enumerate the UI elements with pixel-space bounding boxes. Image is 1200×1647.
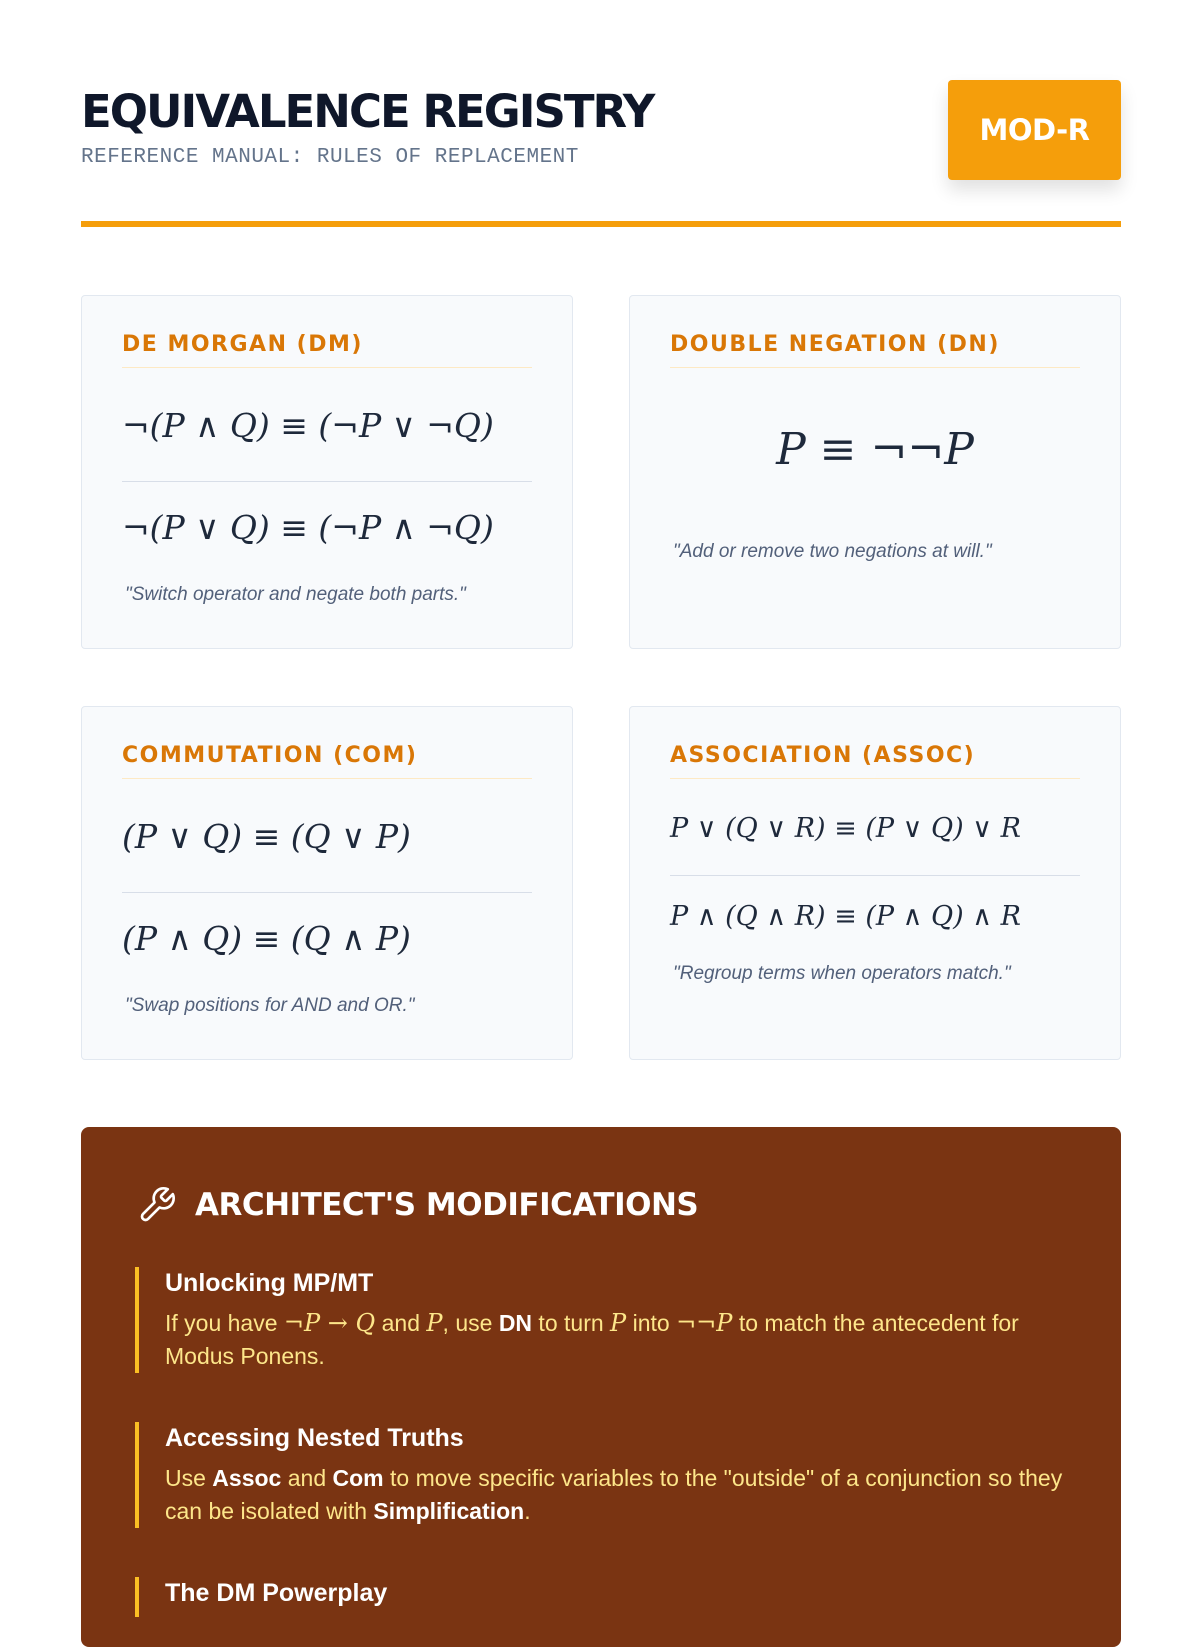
card-note: "Regroup terms when operators match."	[673, 963, 1011, 984]
header	[81, 0, 1121, 226]
card-note: "Swap positions for AND and OR."	[125, 995, 415, 1016]
rule-card-de-morgan	[81, 295, 573, 649]
divider	[670, 875, 1080, 876]
text: to match the antecedent for Modus Ponens.	[165, 1310, 1019, 1369]
rule-reference: Assoc	[212, 1465, 282, 1491]
formula: ¬(P ∨ Q) ≡ (¬P ∧ ¬Q)	[122, 508, 494, 547]
rule-card-association	[629, 706, 1121, 1060]
modification-title: Accessing Nested Truths	[165, 1424, 464, 1452]
rule-reference: DN	[498, 1310, 533, 1336]
formula: (P ∨ Q) ≡ (Q ∨ P)	[122, 817, 411, 856]
page	[81, 0, 1121, 1607]
header-divider	[81, 221, 1121, 227]
text: .	[524, 1498, 531, 1524]
modifications-header	[137, 1185, 698, 1225]
rule-card-double-negation	[629, 295, 1121, 649]
text: If you have	[165, 1310, 284, 1336]
formula: (P ∧ Q) ≡ (Q ∧ P)	[122, 919, 411, 958]
card-title: ASSOCIATION (ASSOC)	[670, 743, 1080, 779]
modifications-panel	[81, 1127, 1121, 1647]
modifications-title: ARCHITECT'S MODIFICATIONS	[195, 1187, 699, 1223]
rule-reference: Simplification	[373, 1498, 525, 1524]
math: P	[610, 1309, 627, 1337]
divider	[122, 481, 532, 482]
modification-title: The DM Powerplay	[165, 1579, 388, 1607]
card-note: "Add or remove two negations at will."	[673, 541, 992, 562]
card-note: "Switch operator and negate both parts."	[125, 584, 466, 605]
text: Use	[165, 1465, 213, 1491]
modification-body	[165, 1462, 1065, 1528]
math: P	[426, 1309, 443, 1337]
formula: P ∨ (Q ∨ R) ≡ (P ∨ Q) ∨ R	[670, 813, 1021, 844]
modification-item	[135, 1267, 1065, 1373]
card-title: COMMUTATION (COM)	[122, 743, 532, 779]
math: ¬P → Q	[283, 1309, 376, 1337]
page-title: EQUIVALENCE REGISTRY	[81, 85, 654, 138]
modification-body	[165, 1307, 1065, 1373]
text: and	[281, 1465, 333, 1491]
math: ¬¬P	[676, 1309, 733, 1337]
page-subtitle: REFERENCE MANUAL: RULES OF REPLACEMENT	[81, 146, 579, 169]
modification-item	[135, 1577, 1065, 1617]
text: to move specific variables to the "outside" of a conjunction so they can be isolated with	[165, 1465, 1063, 1524]
modification-title: Unlocking MP/MT	[165, 1269, 374, 1297]
rule-reference: Com	[332, 1465, 384, 1491]
divider	[122, 892, 532, 893]
module-badge: MOD-R	[948, 80, 1121, 180]
modification-item	[135, 1422, 1065, 1528]
formula: P ∧ (Q ∧ R) ≡ (P ∧ Q) ∧ R	[670, 901, 1021, 932]
text: to turn	[532, 1310, 611, 1336]
card-title: DOUBLE NEGATION (DN)	[670, 332, 1080, 368]
text: and	[375, 1310, 427, 1336]
formula: P ≡ ¬¬P	[776, 424, 974, 475]
rule-card-commutation	[81, 706, 573, 1060]
formula: ¬(P ∧ Q) ≡ (¬P ∨ ¬Q)	[122, 406, 494, 445]
wrench-icon	[137, 1185, 177, 1225]
card-title: DE MORGAN (DM)	[122, 332, 532, 368]
text: , use	[442, 1310, 499, 1336]
text: into	[626, 1310, 677, 1336]
